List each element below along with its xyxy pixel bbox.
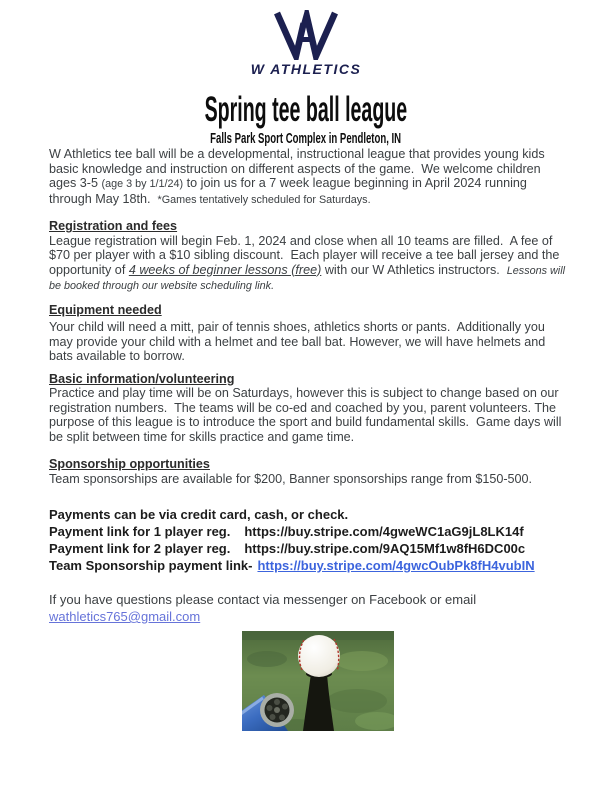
payment-label-team-sponsorship: Team Sponsorship payment link- <box>49 558 253 573</box>
payment-line-1-player <box>49 523 567 540</box>
payment-url-1-player: https://buy.stripe.com/4gweWC1aG9jL8LK14f <box>244 524 524 539</box>
brand-name: W ATHLETICS <box>250 61 362 77</box>
page-title: Spring tee ball league <box>204 90 408 129</box>
section-heading-basic-information-volunteering: Basic information/volunteering <box>49 371 235 386</box>
section-body-sponsorship-opportunities: Team sponsorships are available for $200, Banner sponsorships range from $150-500. <box>49 471 533 486</box>
payment-line-2-player <box>49 540 567 557</box>
tee-ball-photo <box>242 631 394 731</box>
payment-label-2-player: Payment link for 2 player reg. <box>49 541 231 556</box>
section-heading-equipment-needed: Equipment needed <box>49 302 162 317</box>
team-sponsorship-payment-link[interactable]: https://buy.stripe.com/4gwcOubPk8fH4vubIN <box>257 558 535 573</box>
page-subtitle: Falls Park Sport Complex in Pendleton, IN <box>210 131 402 147</box>
contact-email-link[interactable]: wathletics765@gmail.com <box>49 609 201 624</box>
contact-text: If you have questions please contact via messenger on Facebook or email <box>49 592 477 607</box>
payments-block <box>49 506 567 574</box>
flyer-header <box>0 0 612 147</box>
payment-label-1-player: Payment link for 1 player reg. <box>49 524 231 539</box>
payments-intro: Payments can be via credit card, cash, or check. <box>49 507 349 522</box>
section-heading-sponsorship-opportunities: Sponsorship opportunities <box>49 457 210 471</box>
tee-ball-photo-image <box>242 631 394 731</box>
w-athletics-logo-icon <box>273 10 339 60</box>
section-body-basic-information-volunteering: Practice and play time will be on Saturdays, however this is subject to change based on our registration numbers. The teams will be co-ed and coached by you, parent volunteers. The purpose of this league is to introduce the sport and build fundamental skills. Game days will be split between time for skills practice and game time. <box>49 386 565 444</box>
contact-block <box>49 591 567 625</box>
section-body-equipment-needed: Your child will need a mitt, pair of tennis shoes, athletics shorts or pants. Additionally you may provide your child with a helmet and tee ball bat. However, we will have helmets and bats available to borrow. <box>49 320 549 363</box>
flyer-body <box>0 147 612 731</box>
section-heading-registration-and-fees: Registration and fees <box>49 219 178 233</box>
payment-url-2-player: https://buy.stripe.com/9AQ15Mf1w8fH6DC00c <box>244 541 526 556</box>
section-body-registration-and-fees: League registration will begin Feb. 1, 2024 and close when all 10 teams are filled. A fee of $70 per player with a $10 sibling discount. Each player will receive a tee ball jersey and the opportunity of 4 weeks of beginner lessons (free) with our W Athletics instructors. Lessons will be booked through our website scheduling link. <box>49 233 569 292</box>
intro-paragraph: W Athletics tee ball will be a developmental, instructional league that provides young kids basic knowledge and instruction on different aspects of the game. We welcome children ages 3-5 (age 3 by 1/1/24) to join us for a 7 week league beginning in April 2024 running through May 18th. *Games tentatively scheduled for Saturdays. <box>49 147 549 206</box>
payment-line-team-sponsorship <box>49 557 567 574</box>
